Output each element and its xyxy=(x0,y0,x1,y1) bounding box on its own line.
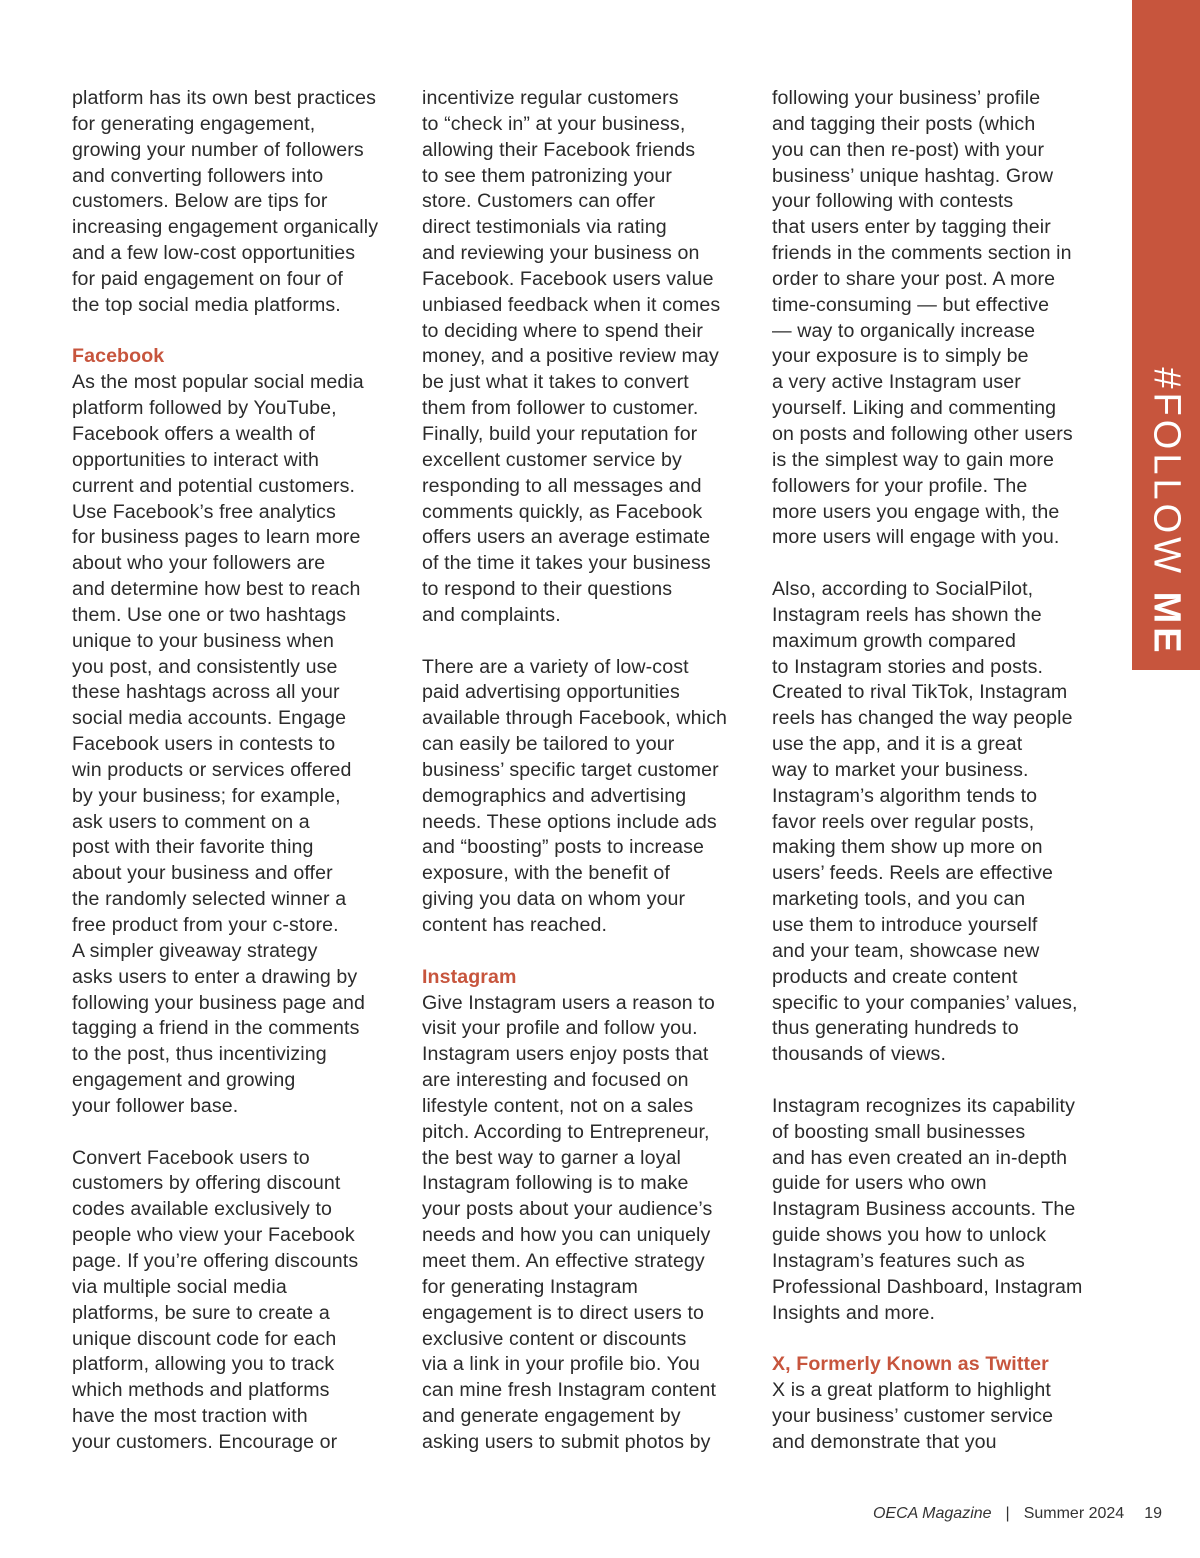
text-line: them from follower to customer. xyxy=(422,397,699,420)
text-line: Convert Facebook users to xyxy=(72,1146,310,1169)
text-line: page. If you’re offering discounts xyxy=(72,1249,359,1272)
text-line: responding to all messages and xyxy=(422,474,702,497)
paragraph xyxy=(422,991,752,1456)
text-line: that users enter by tagging their xyxy=(772,216,1051,239)
text-line: and determine how best to reach xyxy=(72,578,361,601)
text-line: exclusive content or discounts xyxy=(422,1327,687,1350)
text-line: codes available exclusively to xyxy=(72,1198,333,1221)
text-line: win products or services offered xyxy=(72,758,352,781)
page-footer xyxy=(873,1505,1162,1523)
text-line: to see them patronizing your xyxy=(422,164,673,187)
text-line: yourself. Liking and commenting xyxy=(772,397,1057,420)
section-heading: Facebook xyxy=(72,345,165,368)
text-line: via a link in your profile bio. You xyxy=(422,1353,700,1376)
text-line: meet them. An effective strategy xyxy=(422,1249,705,1272)
text-line: be just what it takes to convert xyxy=(422,371,689,394)
text-line: about who your followers are xyxy=(72,552,326,575)
text-line: to “check in” at your business, xyxy=(422,112,686,135)
text-line: As the most popular social media xyxy=(72,371,364,394)
text-line: business’ unique hashtag. Grow xyxy=(772,164,1054,187)
text-line: excellent customer service by xyxy=(422,448,682,471)
text-line: more users will engage with you. xyxy=(772,526,1060,549)
text-line: via multiple social media xyxy=(72,1275,287,1298)
text-line: your posts about your audience’s xyxy=(422,1198,713,1221)
text-line: offers users an average estimate xyxy=(422,526,711,549)
text-line: your following with contests xyxy=(772,190,1014,213)
text-line: is the simplest way to gain more xyxy=(772,448,1054,471)
text-line: There are a variety of low-cost xyxy=(422,655,689,678)
text-line: incentivize regular customers xyxy=(422,87,679,109)
text-line: guide for users who own xyxy=(772,1172,987,1195)
text-line: asking users to submit photos by xyxy=(422,1430,711,1453)
text-line: products and create content xyxy=(772,965,1018,988)
text-line: thus generating hundreds to xyxy=(772,1017,1019,1040)
text-line: Instagram users enjoy posts that xyxy=(422,1043,709,1066)
text-line: more users you engage with, the xyxy=(772,500,1060,523)
text-line: — way to organically increase xyxy=(772,319,1036,342)
text-line: for paid engagement on four of xyxy=(72,267,343,290)
text-line: of boosting small businesses xyxy=(772,1120,1026,1143)
text-line: ask users to comment on a xyxy=(72,810,310,833)
text-line: you post, and consistently use xyxy=(72,655,338,678)
text-line: users’ feeds. Reels are effective xyxy=(772,862,1054,885)
text-line: customers. Below are tips for xyxy=(72,190,328,213)
text-line: Instagram reels has shown the xyxy=(772,603,1042,626)
paragraph xyxy=(422,86,752,629)
text-line: Created to rival TikTok, Instagram xyxy=(772,681,1068,704)
text-line: needs. These options include ads xyxy=(422,810,717,833)
text-line: use them to introduce yourself xyxy=(772,914,1038,936)
text-line: paid advertising opportunities xyxy=(422,681,680,704)
text-line: these hashtags across all your xyxy=(72,681,340,704)
text-line: demographics and advertising xyxy=(422,784,687,807)
footer-separator: | xyxy=(1005,1505,1010,1522)
text-line: for generating engagement, xyxy=(72,112,316,135)
text-line: asks users to enter a drawing by xyxy=(72,965,358,988)
footer-issue: Summer 2024 xyxy=(1023,1505,1125,1522)
text-line: following your business page and xyxy=(72,991,365,1014)
text-line: have the most traction with xyxy=(72,1405,308,1428)
text-line: and generate engagement by xyxy=(422,1405,681,1428)
text-line: are interesting and focused on xyxy=(422,1069,689,1092)
text-line: use the app, and it is a great xyxy=(772,733,1023,756)
text-line: and a few low-cost opportunities xyxy=(72,242,356,265)
text-line: Give Instagram users a reason to xyxy=(422,991,715,1014)
text-line: Facebook. Facebook users value xyxy=(422,267,714,290)
text-line: your follower base. xyxy=(72,1094,239,1117)
text-line: direct testimonials via rating xyxy=(422,216,667,239)
text-line: Instagram following is to make xyxy=(422,1172,689,1195)
text-line: for generating Instagram xyxy=(422,1275,638,1298)
text-line: Instagram’s algorithm tends to xyxy=(772,784,1038,807)
text-line: you can then re-post) with your xyxy=(772,138,1045,161)
text-line: by your business; for example, xyxy=(72,784,341,807)
text-line: favor reels over regular posts, xyxy=(772,810,1035,833)
text-line: Instagram Business accounts. The xyxy=(772,1198,1076,1221)
page-number: 19 xyxy=(1144,1505,1162,1522)
text-line: your customers. Encourage or xyxy=(72,1430,338,1453)
text-line: them. Use one or two hashtags xyxy=(72,603,347,626)
text-line: comments quickly, as Facebook xyxy=(422,500,703,523)
text-line: Insights and more. xyxy=(772,1301,935,1324)
text-line: X is a great platform to highlight xyxy=(772,1379,1051,1402)
text-line: Finally, build your reputation for xyxy=(422,422,698,445)
text-line: Instagram’s features such as xyxy=(772,1249,1025,1272)
text-line: way to market your business. xyxy=(772,758,1029,781)
text-line: and has even created an in-depth xyxy=(772,1146,1068,1169)
text-line: opportunities to interact with xyxy=(72,448,319,471)
paragraph xyxy=(72,370,402,1119)
text-line: to the post, thus incentivizing xyxy=(72,1043,327,1066)
text-line: maximum growth compared xyxy=(772,629,1017,652)
text-line: business’ specific target customer xyxy=(422,758,719,781)
text-line: and tagging their posts (which xyxy=(772,112,1036,135)
text-line: and converting followers into xyxy=(72,164,324,187)
text-line: the randomly selected winner a xyxy=(72,888,347,911)
text-line: your exposure is to simply be xyxy=(772,345,1029,368)
text-line: platform has its own best practices xyxy=(72,87,377,109)
text-line: and demonstrate that you xyxy=(772,1430,997,1453)
text-line: unbiased feedback when it comes xyxy=(422,293,721,316)
text-line: about your business and offer xyxy=(72,862,333,885)
text-line: visit your profile and follow you. xyxy=(422,1017,698,1040)
paragraph xyxy=(772,1094,1112,1327)
article-column-1 xyxy=(72,86,402,1482)
text-line: allowing their Facebook friends xyxy=(422,138,696,161)
text-line: engagement and growing xyxy=(72,1069,296,1092)
article-column-2 xyxy=(422,86,752,1482)
text-line: guide shows you how to unlock xyxy=(772,1224,1047,1247)
text-line: which methods and platforms xyxy=(72,1379,330,1402)
text-line: order to share your post. A more xyxy=(772,267,1056,290)
text-line: tagging a friend in the comments xyxy=(72,1017,360,1040)
text-line: and reviewing your business on xyxy=(422,242,700,265)
text-line: to deciding where to spend their xyxy=(422,319,703,342)
text-line: Facebook offers a wealth of xyxy=(72,422,316,445)
text-line: giving you data on whom your xyxy=(422,888,686,911)
text-line: store. Customers can offer xyxy=(422,190,656,213)
text-line: exposure, with the benefit of xyxy=(422,862,670,885)
text-line: available through Facebook, which xyxy=(422,707,728,730)
follow-me-bold-text: ME xyxy=(1145,591,1188,657)
text-line: free product from your c-store. xyxy=(72,914,339,936)
text-line: can easily be tailored to your xyxy=(422,733,675,756)
text-line: for business pages to learn more xyxy=(72,526,361,549)
text-line: of the time it takes your business xyxy=(422,552,711,575)
text-line: time-consuming — but effective xyxy=(772,293,1050,316)
footer-magazine-name: OECA Magazine xyxy=(872,1505,992,1522)
text-line: platform, allowing you to track xyxy=(72,1353,335,1376)
text-line: Professional Dashboard, Instagram xyxy=(772,1275,1083,1298)
text-line: the top social media platforms. xyxy=(72,293,341,316)
text-line: thousands of views. xyxy=(772,1043,946,1066)
text-line: unique to your business when xyxy=(72,629,335,652)
article-column-3 xyxy=(772,86,1112,1482)
follow-me-hash-text: #FOLLOW xyxy=(1145,367,1188,592)
text-line: to Instagram stories and posts. xyxy=(772,655,1044,678)
text-line: and your team, showcase new xyxy=(772,939,1040,962)
text-line: people who view your Facebook xyxy=(72,1224,355,1247)
text-line: friends in the comments section in xyxy=(772,242,1072,265)
paragraph xyxy=(72,1146,402,1456)
text-line: needs and how you can uniquely xyxy=(422,1224,711,1247)
text-line: and complaints. xyxy=(422,603,561,626)
paragraph xyxy=(772,86,1112,551)
text-line: specific to your companies’ values, xyxy=(772,991,1078,1014)
text-line: your business’ customer service xyxy=(772,1405,1054,1428)
text-line: platform followed by YouTube, xyxy=(72,397,337,420)
text-line: A simpler giveaway strategy xyxy=(72,939,318,962)
text-line: a very active Instagram user xyxy=(772,371,1021,394)
text-line: Facebook users in contests to xyxy=(72,733,336,756)
text-line: to respond to their questions xyxy=(422,578,673,601)
text-line: reels has changed the way people xyxy=(772,707,1073,730)
paragraph xyxy=(772,1378,1112,1456)
text-line: increasing engagement organically xyxy=(72,216,379,239)
text-line: followers for your profile. The xyxy=(772,474,1028,497)
text-line: the best way to garner a loyal xyxy=(422,1146,681,1169)
text-line: unique discount code for each xyxy=(72,1327,337,1350)
section-heading: Instagram xyxy=(422,965,517,988)
text-line: Instagram recognizes its capability xyxy=(772,1094,1075,1117)
text-line: Use Facebook’s free analytics xyxy=(72,500,336,523)
text-line: lifestyle content, not on a sales xyxy=(422,1094,694,1117)
paragraph xyxy=(422,655,752,939)
text-line: following your business’ profile xyxy=(772,87,1041,109)
text-line: content has reached. xyxy=(422,914,608,936)
text-line: current and potential customers. xyxy=(72,474,356,497)
text-line: growing your number of followers xyxy=(72,138,364,161)
text-line: marketing tools, and you can xyxy=(772,888,1026,911)
paragraph xyxy=(772,577,1112,1068)
text-line: social media accounts. Engage xyxy=(72,707,347,730)
text-line: engagement is to direct users to xyxy=(422,1301,705,1324)
text-line: money, and a positive review may xyxy=(422,345,719,368)
text-line: can mine fresh Instagram content xyxy=(422,1379,716,1402)
paragraph xyxy=(72,86,402,319)
section-heading: X, Formerly Known as Twitter xyxy=(772,1353,1049,1376)
text-line: and “boosting” posts to increase xyxy=(422,836,705,859)
text-line: platforms, be sure to create a xyxy=(72,1301,330,1324)
follow-me-label xyxy=(1145,367,1188,656)
text-line: on posts and following other users xyxy=(772,422,1073,445)
text-line: post with their favorite thing xyxy=(72,836,314,859)
text-line: Also, according to SocialPilot, xyxy=(772,578,1034,601)
text-line: pitch. According to Entrepreneur, xyxy=(422,1120,710,1143)
text-line: making them show up more on xyxy=(772,836,1043,859)
text-line: customers by offering discount xyxy=(72,1172,341,1195)
